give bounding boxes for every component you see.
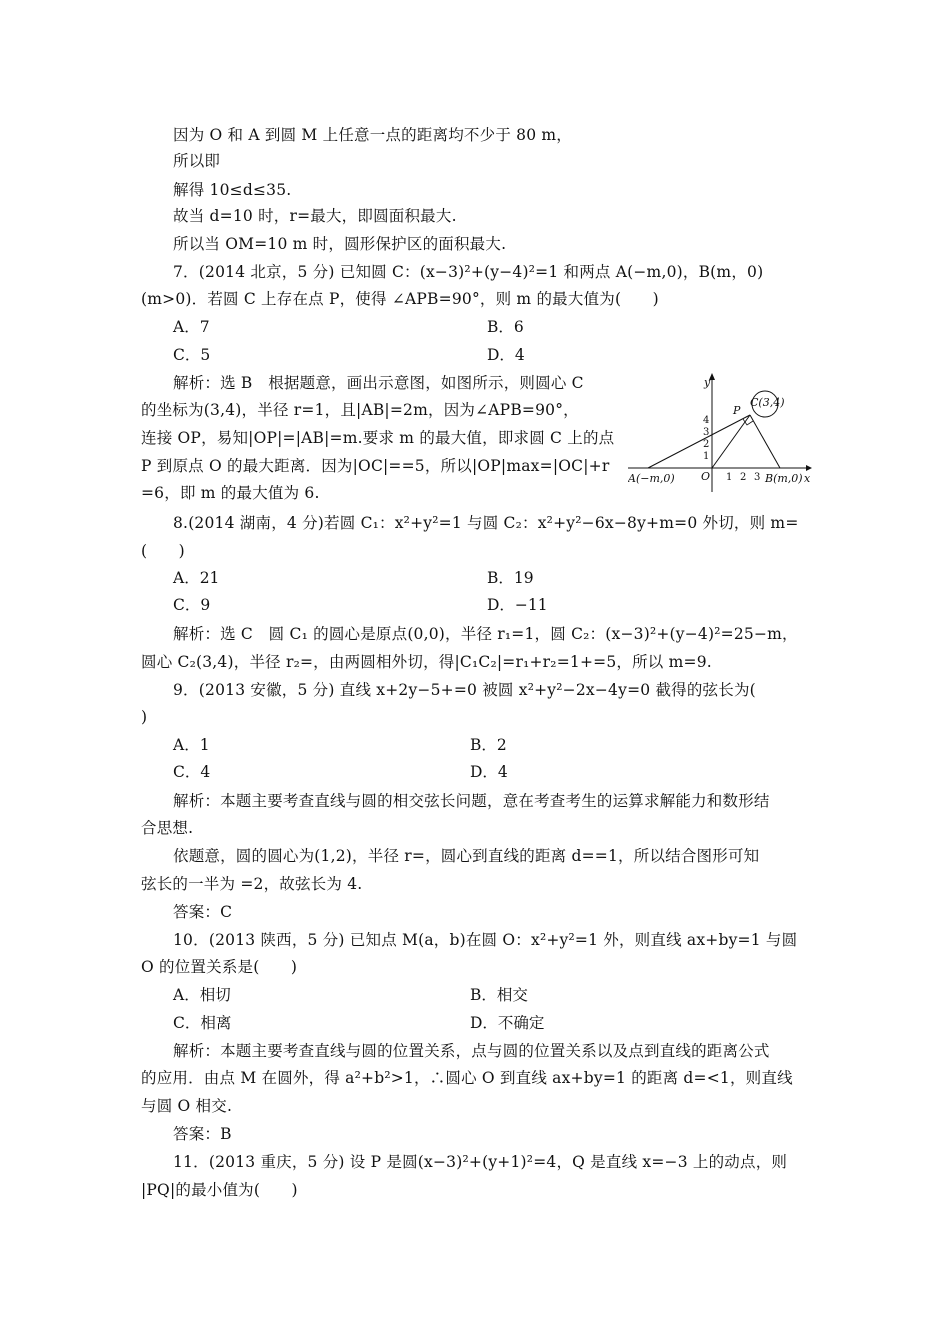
q9-option-c: C．4 [173, 763, 211, 781]
q7-solution-line-5: =6，即 m 的最大值为 6. [141, 484, 320, 502]
q10-solution-line-3: 与圆 O 相交. [141, 1097, 233, 1115]
q10-option-d: D．不确定 [470, 1014, 545, 1032]
q10-option-a: A．相切 [173, 986, 231, 1004]
q9-stem-line-2: ) [141, 708, 148, 726]
origin-label: O [701, 470, 711, 483]
q7-option-c: C．5 [173, 346, 211, 364]
q7-solution-line-1: 解析：选 B 根据题意，画出示意图，如图所示，则圆心 C [173, 374, 584, 392]
q8-stem-line-1: 8.(2014 湖南，4 分)若圆 C₁：x²+y²=1 与圆 C₂：x²+y²−6x−8y+m=0 外切，则 m= [173, 514, 799, 532]
q7-figure [628, 368, 812, 494]
segment-pb [750, 415, 780, 468]
intro-line-1: 因为 O 和 A 到圆 M 上任意一点的距离均不少于 80 m， [173, 126, 573, 144]
intro-line-2: 所以即 [173, 152, 221, 170]
q11-stem-line-1: 11．(2013 重庆，5 分) 设 P 是圆(x−3)²+(y+1)²=4，Q 是直线 x=−3 上的动点，则 [173, 1153, 788, 1171]
q7-solution-line-4: P 到原点 O 的最大距离．因为|OC|==5，所以|OP|max=|OC|+r [141, 457, 610, 475]
q10-option-b: B．相交 [470, 986, 528, 1004]
q8-option-d: D．−11 [487, 596, 548, 614]
q8-stem-line-2: ( ) [141, 542, 185, 560]
q7-option-d: D．4 [487, 346, 525, 364]
q7-solution-line-2: 的坐标为(3,4)，半径 r=1，且|AB|=2m，因为∠APB=90°， [141, 401, 579, 419]
q8-solution-line-2: 圆心 C₂(3,4)，半径 r₂=，由两圆相外切，得|C₁C₂|=r₁+r₂=1+=5，所以 m=9. [141, 653, 712, 671]
y-tick-4: 4 [703, 415, 710, 426]
q10-answer: 答案：B [173, 1125, 232, 1143]
q10-stem-line-2: O 的位置关系是( ) [141, 958, 298, 976]
q7-stem-line-2: (m>0)．若圆 C 上存在点 P，使得 ∠APB=90°，则 m 的最大值为( ) [141, 290, 659, 308]
x-tick-3: 3 [754, 472, 761, 483]
x-tick-1: 1 [726, 472, 733, 483]
q7-solution-line-3: 连接 OP，易知|OP|=|AB|=m.要求 m 的最大值，即求圆 C 上的点 [141, 429, 615, 447]
q10-solution-line-1: 解析：本题主要考查直线与圆的位置关系，点与圆的位置关系以及点到直线的距离公式 [173, 1042, 770, 1060]
q11-stem-line-2: |PQ|的最小值为( ) [141, 1181, 298, 1199]
y-tick-3: 3 [703, 427, 710, 438]
q10-stem-line-1: 10．(2013 陕西，5 分) 已知点 M(a，b)在圆 O：x²+y²=1 外，则直线 ax+by=1 与圆 [173, 931, 798, 949]
point-b-label: B(m,0) [765, 472, 803, 485]
q10-option-c: C．相离 [173, 1014, 232, 1032]
x-axis-label: x [804, 472, 811, 485]
segment-op [712, 415, 750, 468]
point-a-label: A(−m,0) [628, 472, 675, 485]
q8-option-c: C．9 [173, 596, 211, 614]
q10-solution-line-2: 的应用．由点 M 在圆外，得 a²+b²>1，∴圆心 O 到直线 ax+by=1 的距离 d=<1，则直线 [141, 1069, 793, 1087]
q8-option-a: A．21 [173, 569, 220, 587]
intro-line-3: 解得 10≤d≤35. [173, 181, 292, 199]
circle-c-label: C(3,4) [750, 396, 785, 409]
y-tick-1: 1 [703, 451, 710, 462]
q9-solution-line-2: 合思想. [141, 819, 194, 837]
point-p-label: P [733, 404, 741, 417]
intro-line-4: 故当 d=10 时，r=最大，即圆面积最大. [173, 207, 457, 225]
q9-option-b: B．2 [470, 736, 507, 754]
q9-solution-line-4: 弦长的一半为 =2，故弦长为 4. [141, 875, 363, 893]
x-tick-2: 2 [740, 472, 747, 483]
q7-option-a: A．7 [173, 318, 210, 336]
x-axis-arrow-icon [806, 465, 812, 471]
q9-option-a: A．1 [173, 736, 210, 754]
y-axis-label: y [704, 376, 711, 389]
q8-option-b: B．19 [487, 569, 534, 587]
q9-option-d: D．4 [470, 763, 508, 781]
q9-solution-line-3: 依题意，圆的圆心为(1,2)，半径 r=，圆心到直线的距离 d==1，所以结合图形可知 [173, 847, 760, 865]
y-tick-2: 2 [703, 439, 710, 450]
q9-answer: 答案：C [173, 903, 233, 921]
q8-solution-line-1: 解析：选 C 圆 C₁ 的圆心是原点(0,0)，半径 r₁=1，圆 C₂：(x−3)²+(y−4)²=25−m， [173, 625, 798, 643]
segment-ap [648, 415, 750, 468]
q7-stem-line-1: 7．(2014 北京，5 分) 已知圆 C：(x−3)²+(y−4)²=1 和两点 A(−m,0)，B(m，0) [173, 263, 764, 281]
q9-stem-line-1: 9．(2013 安徽，5 分) 直线 x+2y−5+=0 被圆 x²+y²−2x−4y=0 截得的弦长为( [173, 681, 756, 699]
q7-option-b: B．6 [487, 318, 524, 336]
intro-line-5: 所以当 OM=10 m 时，圆形保护区的面积最大. [173, 235, 507, 253]
q9-solution-line-1: 解析：本题主要考查直线与圆的相交弦长问题，意在考查考生的运算求解能力和数形结 [173, 792, 770, 810]
